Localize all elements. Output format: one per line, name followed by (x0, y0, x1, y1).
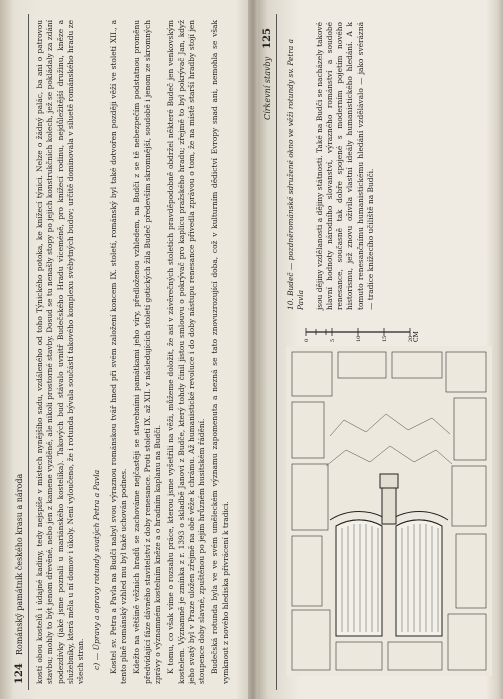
paragraph: kostí obou kostelů i údajné kadiny, tedy nejspíše v místech nynějšího sadu, vzdáleného od toho Týnického potoka, ke knížecí týnici. Nelze o žádný palác, ba ani o patrovou stavbu; mohly to být jenom dřevěné, nebo jen z kamene vyzděné, ale nikoli prostorné stavby. Dosud se tu nenašly stopy po jejich konstrukčních kolech, jež se pokládaly za zdání podezdívky (jaké jsme poznali u mariánského kostelíka). Takových bud stávalo uvnitř Budečského Hradu víceméně, pro knížecí rodinu, nejdůležitější družinu, kněze a služebníky, která měla u ní domov i úkoly. Není vyloučeno, že i rotunda bývala součástí takového komplexu svébytných budov; určitě dominovala v siluetě románského hradu ze všech stran. (35, 20, 86, 684)
running-head: Románský památník českého krasu a národa (15, 473, 24, 656)
scale-tick-label: 5 (330, 338, 336, 342)
right-page (262, 0, 488, 699)
right-page-text (315, 22, 377, 310)
paragraph: jsou dějiny vzdělanosti a dějiny státnosti. Také na Budči se nacházely takové hlavní hodnoty národního slovanství, výrazného románství a soudobé renesance, současně tak dobře spojené s moderním pojetím nového historismu, jež znovu oživila vlastní ideály humanistického hledání. A k tomuto renesančnímu humanistickému hledání vzdělávalo — jako svérázná — tradice knížecího učiliště na Budči. (314, 22, 376, 310)
figure-caption: 10. Budeč — pozdněrománské sdružené okno ve věži rotundy sv. Petra a Pavla (286, 38, 306, 310)
scale-tick-label: 10 (356, 335, 362, 342)
paragraph: Budečská rotunda byla ve ve svém uměleckém významu zapomenuta a nezná se tato znovuzrozující doba, což v kulturním dědictví Evropy snad ani, nemohla se však vymknout z nového hlediska přivrácení k tradici. (210, 20, 230, 684)
section-title: c) — Úpravy a opravy rotundy svatých Petra a Pavla (92, 469, 102, 670)
page-number: 124 (14, 663, 25, 684)
scale-tick-label: 15 (382, 335, 388, 342)
window-drawing (286, 346, 492, 676)
left-page (14, 0, 246, 699)
right-page-content (262, 14, 484, 690)
left-page-content (14, 14, 240, 690)
page-number: 125 (262, 28, 273, 49)
left-page-text (35, 14, 234, 690)
running-head: Církevní stavby (263, 56, 272, 120)
scale-tick-label: 0 (304, 338, 310, 342)
paragraph: K tomu, co však víme o rozsahu práce, kterou jsme vyšetřili na věži, můžeme doložit, že asi v závěrečných stoletích pravděpodobně obdržel některé Budeč jen venkovským kostelem. Významně je zmínka z r. 1393 o skladbě Janovi z Budče, který tohdy činil jistou smlouvu o pokrývač pro kaplicu pražského hradu; zřejmě to byl pokrývač Jan, když jeho svatý byl v Praze uložen zřejmě na obě věže k chrámu. Až humanistické revoluce i do doby nástupu renesance přivedla zprávou o tom, že na místě starší hradby stojí jen stoupence doby slavné, zpuštěnou po jejím hrůzném husitském řádění. (166, 20, 207, 684)
figure-caption-block (286, 22, 379, 310)
book-gutter (248, 0, 258, 699)
right-page-header (262, 14, 277, 690)
left-page-header (14, 14, 29, 690)
paragraph: Kdežto na většině věžních hradů se zachováme nejčastěji se stavebními památkami jeho víry, předloženou vzhledem, na Budči z se tě nebezpečím podstatnou proměnu předvídající fáze dávného stavitelství z doby renesance. Proti století IX. až XII. v následujících století gotických žila Budeč především skromnější, soudobě i jenom ze skromných zprávy o významném kostelním kněze a o hradním kaplanu na Budči. (132, 20, 162, 684)
scale-tick-label: 20 (408, 335, 414, 342)
paragraph: Kostel sv. Petra a Pavla na Budči nabyl svou výraznou románskou tvář hned při svém založení koncem IX. století, románský byl také dotvořen později věží ve století XII., a tento plně románský vzhled mu byl také uchován podnes. (108, 20, 129, 684)
scale-unit-label: CM (413, 331, 420, 342)
scale-bar (298, 322, 418, 344)
